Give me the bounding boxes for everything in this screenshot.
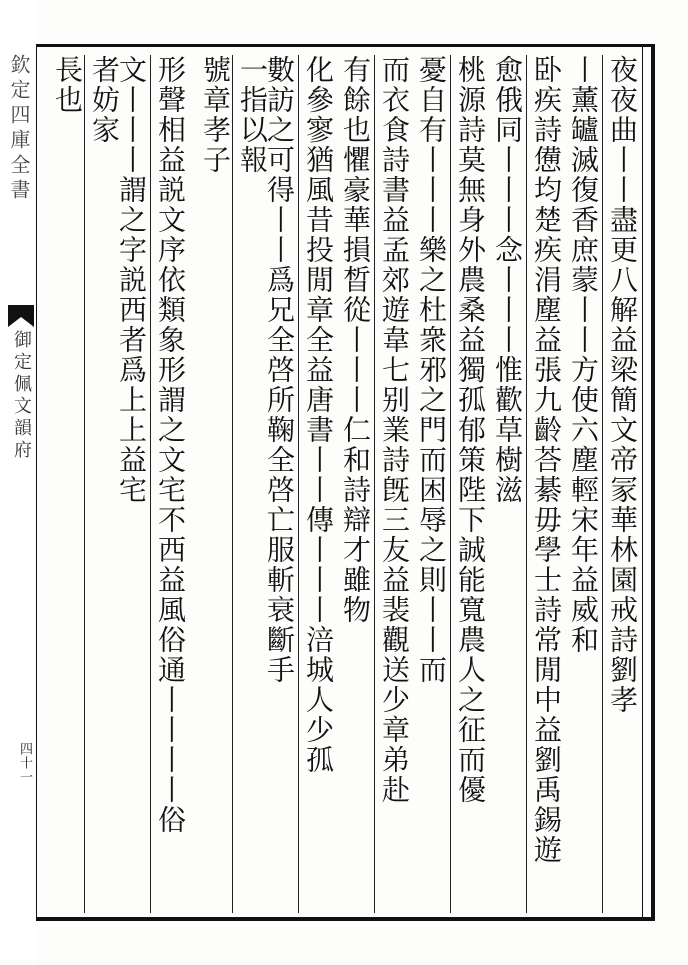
text-column-2: 丨薰罏滅復香庶蒙丨丨方使六塵輕宋年益威和 bbox=[567, 55, 600, 655]
text-column-6: 憂自有丨丨丨樂之杜衆邪之門而困辱之則丨丨而 bbox=[415, 55, 448, 685]
text-column-13: 形聲相益説文序依類象形謂之文宅不西益風俗通丨丨丨丨俗 bbox=[150, 55, 189, 913]
margin-book-title: 御定佩文韻府 bbox=[11, 330, 32, 462]
text-column-1: 夜夜曲丨丨盡更八解益梁簡文帝冡華林園戒詩劉孝 bbox=[602, 55, 641, 913]
text-column-11: 一指以報 bbox=[232, 55, 271, 913]
text-column-14: 文丨丨丨謂之字説西者爲上上益宅 bbox=[115, 55, 148, 505]
margin-title: 欽定四庫全書 bbox=[7, 54, 31, 204]
text-column-3: 卧疾詩憊均楚疾涓塵益張九齡荅綦毋學士詩常閒中益劉禹錫遊 bbox=[526, 55, 565, 913]
right-outer-border-rule bbox=[651, 44, 655, 921]
text-column-12: 號章孝子 bbox=[199, 55, 232, 175]
margin-page-number: 四十一 bbox=[17, 742, 32, 784]
right-inner-border-rule bbox=[642, 44, 643, 921]
bottom-border-rule bbox=[36, 917, 654, 921]
text-column-9: 化參寥猶風昔投閒章全益唐書丨丨傳丨丨丨涪城人少孤 bbox=[298, 55, 337, 913]
text-column-8: 有餘也懼豪華損晳從丨丨丨仁和詩辯才雖物 bbox=[339, 55, 372, 625]
text-column-16: 長也 bbox=[51, 55, 84, 115]
text-column-7: 而衣食詩書益孟郊遊韋七别業詩旣三友益裴觀送少章弟赴 bbox=[374, 55, 413, 913]
text-column-15: 者妨家 bbox=[84, 55, 123, 913]
top-border-rule bbox=[36, 44, 654, 47]
fishtail-mark bbox=[8, 305, 34, 327]
text-column-4: 愈俄同丨丨丨念丨丨丨惟歡草樹滋 bbox=[491, 55, 524, 505]
text-column-5: 桃源詩莫無身外農桑益獨孤郁策陛下誠能寬農人之征而優 bbox=[450, 55, 489, 913]
text-column-10: 數訪之可得丨丨爲兄全啓所鞠全啓亡服斬衰斷手 bbox=[263, 55, 296, 685]
left-border-rule bbox=[36, 44, 37, 921]
